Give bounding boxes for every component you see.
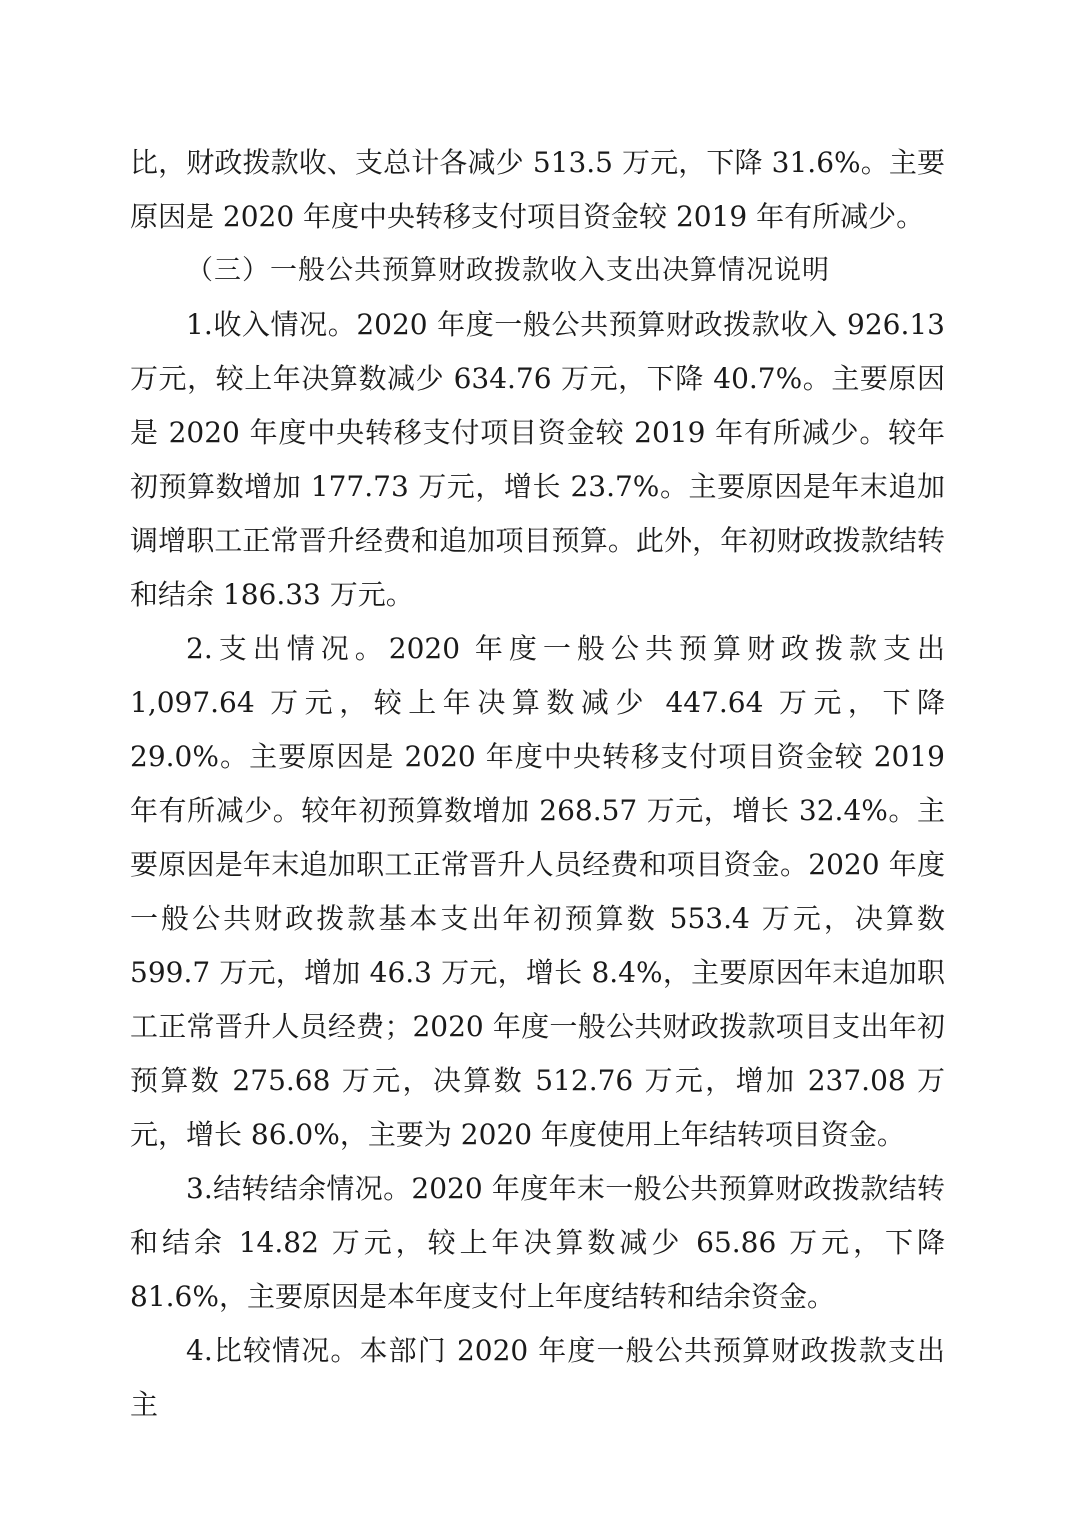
paragraph-expenditure: 2.支出情况。2020 年度一般公共预算财政拨款支出 1,097.64 万元，较上年决算数减少 447.64 万元，下降 29.0%。主要原因是 2020 年度中央转移支付项目资金较 2019 年有所减少。较年初预算数增加 268.57 万元，增长 32.4%。主要原因是年末追加职工正常晋升人员经费和项目资金。2020 年度一般公共财政拨款基本支出年初预算数 553.4 万元，决算数 599.7 万元，增加 46.3 万元，增长 8.4%，主要原因年末追加职工正常晋升人员经费；2020 年度一般公共财政拨款项目支出年初预算数 275.68 万元，决算数 512.76 万元，增加 237.08 万元，增长 86.0%，主要为 2020 年度使用上年结转项目资金。 bbox=[130, 632, 945, 1151]
paragraph-income: 1.收入情况。2020 年度一般公共预算财政拨款收入 926.13 万元，较上年决算数减少 634.76 万元，下降 40.7%。主要原因是 2020 年度中央转移支付项目资金较 2019 年有所减少。较年初预算数增加 177.73 万元，增长 23.7%。主要原因是年末追加调增职工正常晋升经费和追加项目预算。此外，年初财政拨款结转和结余 186.33 万元。 bbox=[130, 308, 945, 611]
paragraph-comparison: 4.比较情况。本部门 2020 年度一般公共预算财政拨款支出主 bbox=[130, 1334, 945, 1421]
section-heading-general-budget: （三）一般公共预算财政拨款收入支出决算情况说明 bbox=[186, 255, 830, 286]
document-body bbox=[130, 136, 945, 1432]
paragraph-carryover: 3.结转结余情况。2020 年度年末一般公共预算财政拨款结转和结余 14.82 万元，较上年决算数减少 65.86 万元，下降 81.6%，主要原因是本年度支付上年度结转和结余资金。 bbox=[130, 1172, 945, 1313]
paragraph-continuation: 比，财政拨款收、支总计各减少 513.5 万元，下降 31.6%。主要原因是 2020 年度中央转移支付项目资金较 2019 年有所减少。 bbox=[130, 146, 945, 233]
